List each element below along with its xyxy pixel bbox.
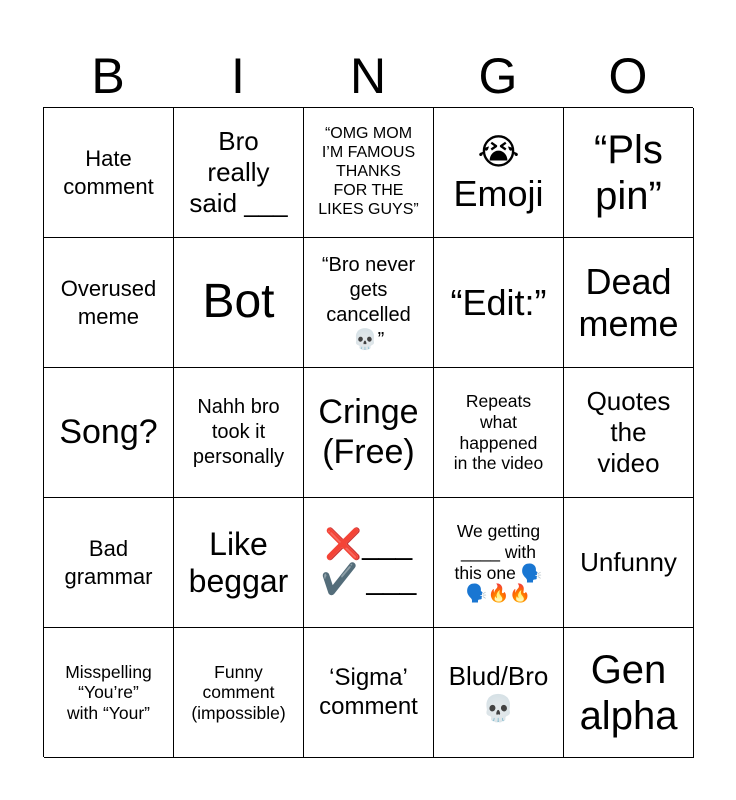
bingo-cell[interactable] xyxy=(564,628,694,758)
bingo-cell-text: We getting ____ with this one 🗣️ 🗣️🔥🔥 xyxy=(454,521,543,604)
bingo-cell-text: Repeats what happened in the video xyxy=(453,391,544,474)
bingo-cell-text: Nahh bro took it personally xyxy=(192,396,285,468)
bingo-cell-text: Like beggar xyxy=(188,525,289,599)
bingo-cell-text: Bro really said ___ xyxy=(189,125,288,219)
bingo-cell[interactable] xyxy=(44,108,174,238)
bingo-cell-text: Overused meme xyxy=(60,276,157,329)
bingo-cell[interactable] xyxy=(434,368,564,498)
bingo-cell-text: “Bro never gets cancelled 💀” xyxy=(321,253,416,351)
bingo-cell[interactable] xyxy=(174,238,304,368)
bingo-cell-text: “Edit:” xyxy=(450,281,547,323)
bingo-cell[interactable] xyxy=(304,368,434,498)
bingo-cell[interactable] xyxy=(564,238,694,368)
bingo-cell[interactable] xyxy=(44,498,174,628)
bingo-cell-text: Blud/Bro 💀 xyxy=(448,661,549,723)
bingo-cell-text: Misspelling “You’re” with “Your” xyxy=(65,661,152,723)
bingo-cell-text: Cringe (Free) xyxy=(318,393,419,471)
bingo-cell[interactable] xyxy=(434,108,564,238)
bingo-cell[interactable] xyxy=(434,628,564,758)
bingo-cell[interactable] xyxy=(174,368,304,498)
header-letter-n: N xyxy=(349,48,387,104)
bingo-cell[interactable] xyxy=(174,628,304,758)
header-letter-o: O xyxy=(608,48,648,104)
bingo-cell-text: Hate comment xyxy=(63,146,154,199)
bingo-cell[interactable] xyxy=(434,238,564,368)
bingo-cell-text: Gen alpha xyxy=(579,647,678,738)
bingo-cell[interactable] xyxy=(304,238,434,368)
bingo-cell-text: ❌___ ✔️ ___ xyxy=(320,528,417,596)
bingo-cell[interactable] xyxy=(564,368,694,498)
bingo-cell[interactable] xyxy=(304,498,434,628)
bingo-cell[interactable] xyxy=(174,108,304,238)
header-letter-i: I xyxy=(231,48,245,104)
bingo-board xyxy=(43,107,693,757)
header-letter-b: B xyxy=(91,48,125,104)
header-letter-g: G xyxy=(478,48,518,104)
bingo-cell[interactable] xyxy=(564,108,694,238)
bingo-cell[interactable] xyxy=(44,238,174,368)
bingo-cell[interactable] xyxy=(44,368,174,498)
bingo-cell-text: Unfunny xyxy=(580,546,677,577)
bingo-cell-text: Dead meme xyxy=(578,261,679,344)
bingo-cell-text: 😭 Emoji xyxy=(453,131,544,214)
bingo-cell-text: Funny comment (impossible) xyxy=(191,661,286,723)
bingo-cell-text: Quotes the video xyxy=(586,385,671,479)
bingo-cell[interactable] xyxy=(174,498,304,628)
bingo-cell-text: “Pls pin” xyxy=(594,127,663,218)
bingo-cell[interactable] xyxy=(304,108,434,238)
bingo-cell[interactable] xyxy=(44,628,174,758)
bingo-cell[interactable] xyxy=(304,628,434,758)
bingo-cell-text: ‘Sigma’ comment xyxy=(319,663,418,720)
bingo-cell-text: Bad grammar xyxy=(64,536,153,589)
bingo-header xyxy=(43,44,693,108)
bingo-cell-text: Bot xyxy=(202,275,275,329)
bingo-cell[interactable] xyxy=(434,498,564,628)
bingo-cell-text: “OMG MOM I’M FAMOUS THANKS FOR THE LIKES GUYS” xyxy=(318,125,419,218)
bingo-cell[interactable] xyxy=(564,498,694,628)
bingo-cell-text: Song? xyxy=(59,412,158,451)
